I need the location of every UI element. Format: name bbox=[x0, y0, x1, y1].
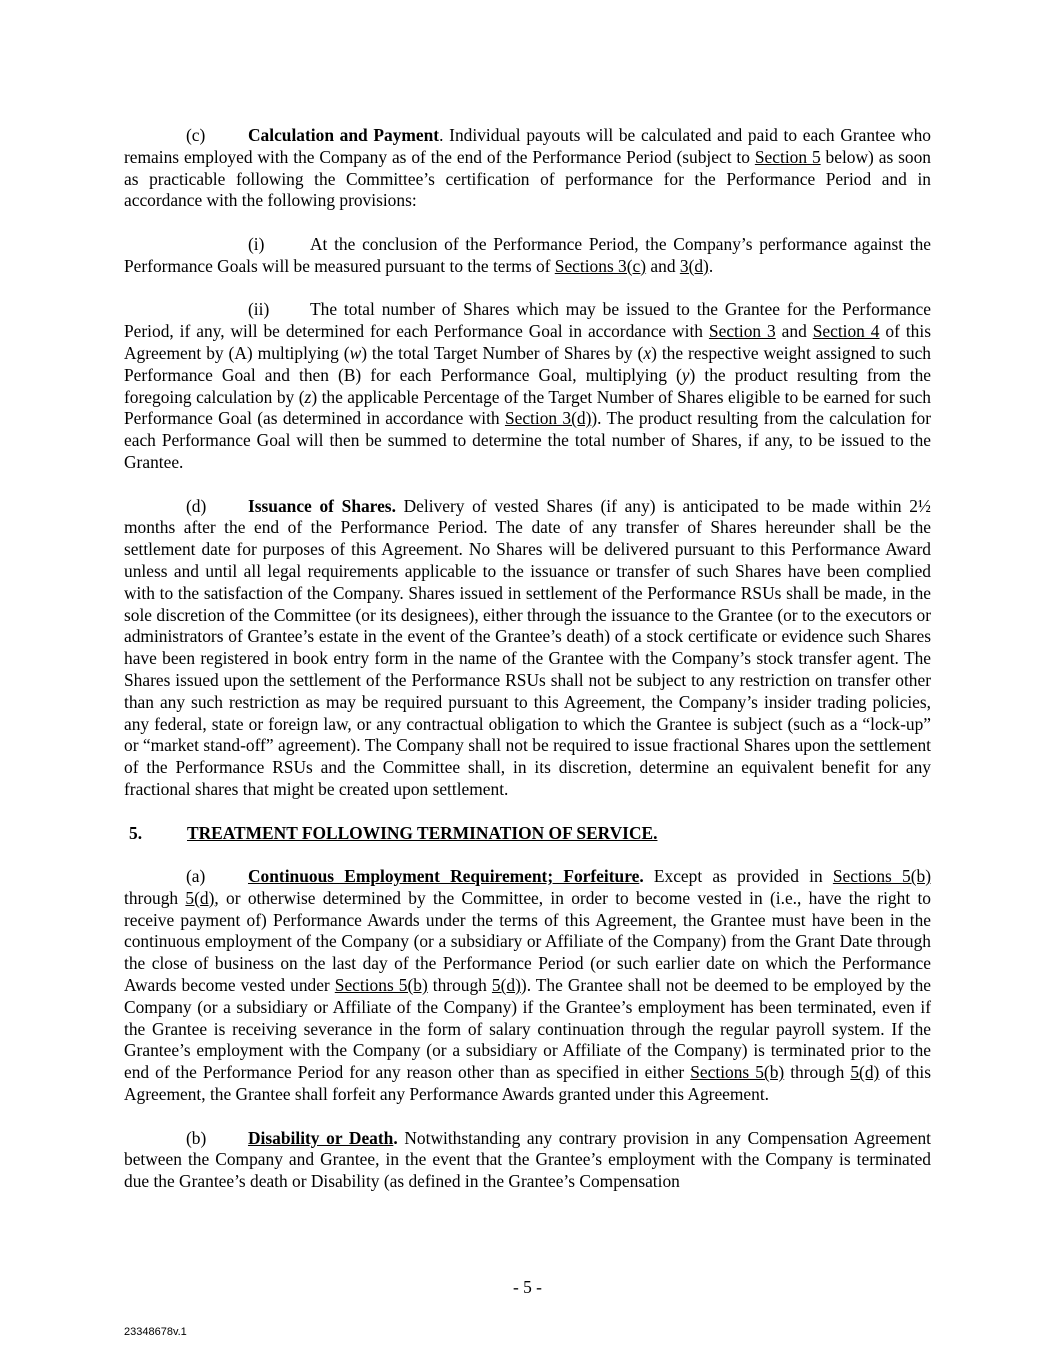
paragraph-text: , or otherwise determined by the Committee, in order to become vested in (i.e., have the right to receive payment of) Performance Awards under the terms of this Agreement, the Grantee must have been in the continuous employment of the Company (or a subsidiary or Affiliate of the Company) from the Grant Date through the close of business on the last day of the Performance Period (or such earlier date on which the Performance Awards become vested under bbox=[124, 887, 931, 996]
section-reference: 3(d) bbox=[679, 255, 709, 276]
paragraph-text: through bbox=[124, 887, 186, 908]
paragraph-heading: Calculation and Payment bbox=[248, 125, 440, 145]
paragraph-4c-ii bbox=[124, 299, 931, 473]
section-5-heading bbox=[124, 823, 931, 845]
paragraph-label: (d) bbox=[186, 495, 207, 516]
paragraph-text: and bbox=[646, 255, 680, 276]
section-title: TREATMENT FOLLOWING TERMINATION OF SERVICE. bbox=[187, 822, 658, 843]
paragraph-text: of this Agreement, the Grantee shall forfeit any Performance Awards granted under this Agreement. bbox=[124, 1062, 931, 1105]
paragraph-label: (b) bbox=[186, 1127, 207, 1148]
paragraph-text: ). The Grantee shall not be deemed to be employed by the Company (or a subsidiary or Affiliate of the Company) if the Grantee’s employment has been terminated, even if the Grantee is receiving severance in the form of salary continuation through the regular payroll system. If the Grantee’s employment with the Company (or a subsidiary or Affiliate of the Company) is terminated prior to the end of the Performance Period for any reason other than as specified in either bbox=[124, 975, 931, 1083]
variable: w bbox=[349, 342, 362, 363]
section-reference: Sections 5(b) bbox=[832, 866, 931, 887]
paragraph-text: The total number of Shares which may be issued to the Grantee for the Performance Period, if any, will be determined for each Performance Goal in accordance with bbox=[124, 299, 931, 342]
section-reference: Section 5 bbox=[754, 146, 821, 167]
document-id: 23348678v.1 bbox=[124, 1326, 187, 1338]
section-reference: 5(d) bbox=[185, 887, 215, 908]
paragraph-text: Notwithstanding any contrary provision in any Compensation Agreement between the Company and Grantee, in the event that the Grantee’s employment with the Company is terminated due the Grantee’s death or Disability (as defined in the Grantee’s Compensation bbox=[124, 1127, 931, 1192]
paragraph-text: and bbox=[775, 321, 813, 342]
paragraph-heading: Disability or Death bbox=[248, 1127, 394, 1148]
paragraph-text: ) the respective weight assigned to such Performance Goal and then (B) for each Performance Goal, multiplying ( bbox=[124, 342, 931, 385]
paragraph-4c bbox=[124, 125, 931, 212]
section-reference: 5(d) bbox=[850, 1062, 880, 1083]
paragraph-text: through bbox=[784, 1062, 851, 1083]
paragraph-text: of this Agreement by (A) multiplying ( bbox=[124, 321, 931, 363]
variable: z bbox=[304, 386, 312, 407]
paragraph-text: ) the total Target Number of Shares by ( bbox=[361, 342, 644, 363]
paragraph-label: (a) bbox=[186, 866, 206, 887]
section-reference: Section 4 bbox=[812, 321, 880, 342]
paragraph-5b bbox=[124, 1128, 931, 1193]
section-reference: Section 3 bbox=[708, 321, 776, 342]
paragraph-5a bbox=[124, 866, 931, 1106]
paragraph-text: . bbox=[708, 255, 714, 276]
paragraph-text: ). The product resulting from the calculation for each Performance Goal will then be summed to determine the total number of Shares, if any, to be issued to the Grantee. bbox=[124, 408, 931, 472]
paragraph-heading-period: . bbox=[639, 866, 644, 887]
paragraph-heading: Continuous Employment Requirement; Forfeiture bbox=[248, 866, 640, 887]
page-number: - 5 - bbox=[513, 1277, 542, 1297]
document-body bbox=[124, 125, 931, 1215]
paragraph-text: Except as provided in bbox=[643, 866, 833, 887]
section-reference: Section 3(d) bbox=[504, 408, 592, 429]
paragraph-label: (i) bbox=[248, 233, 265, 254]
paragraph-text: At the conclusion of the Performance Period, the Company’s performance against the Performance Goals will be measured pursuant to the terms of bbox=[124, 233, 931, 276]
paragraph-4c-i bbox=[124, 234, 931, 278]
paragraph-text: Delivery of vested Shares (if any) is anticipated to be made within 2½ months after the end of the Performance Period. The date of any transfer of Shares hereunder shall be the settlement date for purposes of this Agreement. No Shares will be delivered pursuant to this Performance Award unless and until all legal requirements applicable to the issuance or transfer of such Shares have been complied with to the satisfaction of the Company. Shares issued in settlement of the Performance RSUs shall be made, in the sole discretion of the Committee (or its designees), either through the issuance to the Grantee (or to the executors or administrators of Grantee’s estate in the event of the Grantee’s death) of a stock certificate or evidence such Shares have been registered in book entry form in the name of the Grantee with the Company’s stock transfer agent. The Shares issued upon the settlement of the Performance RSUs shall not be subject to any restriction on transfer other than any such restriction as may be required pursuant to this Agreement, the Company’s insider trading policies, any federal, state or foreign law, or any contractual obligation to which the Grantee is subject (such as a “lock-up” or “market stand-off” agreement). The Company shall not be required to issue fractional Shares upon the settlement of the Performance RSUs and the Committee shall, in its discretion, determine an equivalent benefit for any fractional shares that might be created upon settlement. bbox=[124, 495, 931, 799]
paragraph-4d bbox=[124, 496, 931, 801]
variable: x bbox=[643, 342, 652, 363]
paragraph-text: below) as soon as practicable following the Committee’s certification of performance for the Performance Period and in accordance with the following provisions: bbox=[124, 146, 931, 211]
section-number: 5. bbox=[129, 822, 143, 843]
paragraph-text: ) the product resulting from the foregoing calculation by ( bbox=[124, 364, 931, 407]
paragraph-label: (c) bbox=[186, 125, 206, 145]
section-reference: Sections 5(b) bbox=[690, 1062, 785, 1083]
paragraph-label: (ii) bbox=[248, 299, 270, 320]
paragraph-heading: Issuance of Shares. bbox=[248, 495, 396, 516]
section-reference: Sections 5(b) bbox=[334, 975, 428, 996]
section-reference: 5(d) bbox=[491, 975, 521, 996]
paragraph-heading-period: . bbox=[393, 1127, 398, 1148]
paragraph-text: . Individual payouts will be calculated and paid to each Grantee who remains employed with the Company as of the end of the Performance Period (subject to bbox=[124, 125, 931, 167]
paragraph-text: through bbox=[427, 975, 492, 996]
section-reference: Sections 3(c) bbox=[554, 255, 647, 276]
variable: y bbox=[681, 364, 690, 385]
paragraph-text: ) the applicable Percentage of the Target Number of Shares eligible to be earned for such Performance Goal (as determined in accordance with bbox=[124, 386, 931, 429]
